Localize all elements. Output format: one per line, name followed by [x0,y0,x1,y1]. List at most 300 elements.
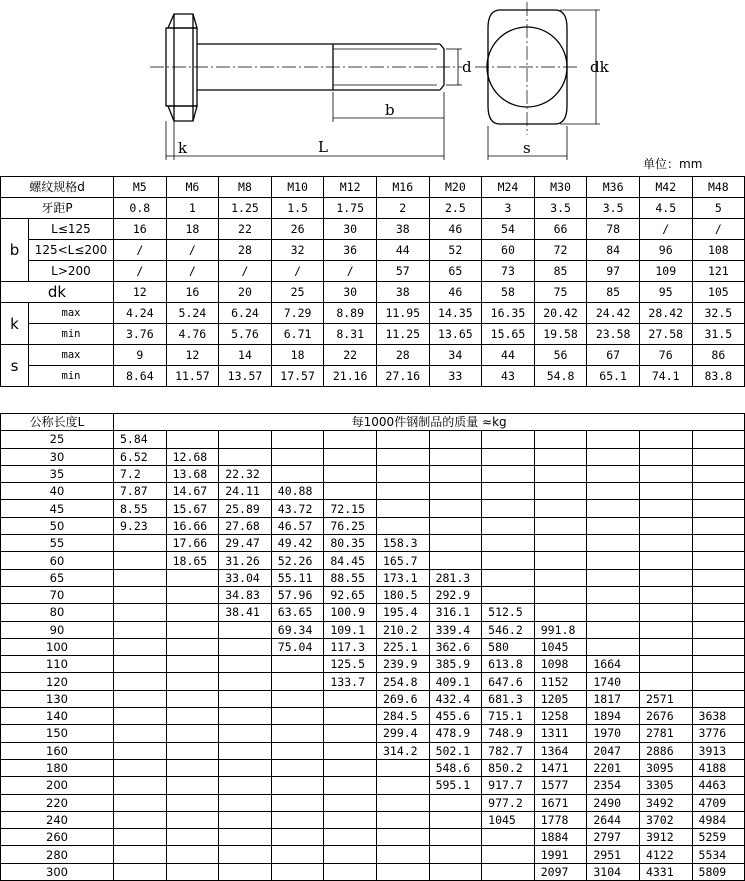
spec-cell: / [114,240,167,261]
mass-cell [376,759,429,776]
mass-cell [166,690,219,707]
mass-row [1,552,745,569]
mass-cell [534,586,587,603]
mass-cell [482,431,535,448]
mass-cell: 3104 [587,863,640,880]
spec-row [1,240,745,261]
mass-cell: 5534 [692,846,745,863]
spec-cell: 95 [639,282,692,303]
mass-row [1,656,745,673]
mass-cell [114,846,167,863]
mass-cell [376,794,429,811]
spec-cell: 67 [587,345,640,366]
mass-cell: 100.9 [324,604,377,621]
spec-cell: 54.8 [534,366,587,387]
mass-cell: 284.5 [376,708,429,725]
mass-cell [166,604,219,621]
mass-cell [219,829,272,846]
spec-cell: 5.76 [219,324,272,345]
mass-cell: 850.2 [482,759,535,776]
mass-cell [324,863,377,880]
mass-cell [324,725,377,742]
mass-cell [429,794,482,811]
mass-cell [429,500,482,517]
size-header: M42 [639,177,692,198]
mass-cell [219,725,272,742]
mass-cell [324,448,377,465]
mass-cell: 49.42 [271,535,324,552]
dk-label: dk [1,282,114,303]
mass-cell: 1364 [534,742,587,759]
mass-cell [429,431,482,448]
mass-cell [587,448,640,465]
mass-cell [114,742,167,759]
length-cell: 25 [1,431,114,448]
mass-cell: 1098 [534,656,587,673]
spec-cell: 73 [482,261,535,282]
mass-cell: 2797 [587,829,640,846]
mass-row [1,829,745,846]
mass-cell [324,759,377,776]
mass-cell: 2644 [587,811,640,828]
spec-cell: 6.71 [271,324,324,345]
s-sub-label: max [29,345,114,366]
mass-cell: 2781 [639,725,692,742]
mass-cell [166,621,219,638]
spec-cell: 27.58 [639,324,692,345]
mass-cell [219,811,272,828]
mass-cell [587,500,640,517]
mass-cell: 1671 [534,794,587,811]
mass-cell [114,535,167,552]
spec-cell: 11.25 [376,324,429,345]
mass-cell [376,846,429,863]
mass-row [1,621,745,638]
mass-cell [219,708,272,725]
spec-cell: 84 [587,240,640,261]
mass-cell: 165.7 [376,552,429,569]
mass-cell [587,517,640,534]
mass-cell [271,811,324,828]
mass-cell: 1740 [587,673,640,690]
spec-cell: 30 [324,282,377,303]
mass-cell [219,777,272,794]
size-header: M12 [324,177,377,198]
mass-cell [692,431,745,448]
mass-row [1,725,745,742]
mass-row [1,569,745,586]
length-cell: 50 [1,517,114,534]
spec-cell: 13.65 [429,324,482,345]
mass-cell [219,846,272,863]
mass-cell: 3913 [692,742,745,759]
spec-cell: 22 [324,345,377,366]
mass-cell [482,569,535,586]
mass-cell: 69.34 [271,621,324,638]
mass-cell: 3776 [692,725,745,742]
mass-cell: 40.88 [271,483,324,500]
mass-cell: 18.65 [166,552,219,569]
mass-cell [692,517,745,534]
spec-cell: 52 [429,240,482,261]
spec-cell: / [639,219,692,240]
spec-cell: / [324,261,377,282]
spec-cell: 11.95 [376,303,429,324]
spec-cell: 44 [482,345,535,366]
mass-cell: 1664 [587,656,640,673]
mass-cell: 22.32 [219,465,272,482]
mass-cell: 917.7 [482,777,535,794]
spec-cell: 4.76 [166,324,219,345]
mass-cell: 977.2 [482,794,535,811]
mass-cell [219,638,272,655]
mass-cell [271,690,324,707]
mass-cell: 2951 [587,846,640,863]
mass-cell [271,725,324,742]
spec-cell: 16 [114,219,167,240]
mass-cell [114,811,167,828]
spec-cell: 30 [324,219,377,240]
mass-cell [587,569,640,586]
mass-cell [376,863,429,880]
dim-L-label: L [318,138,328,156]
mass-cell: 409.1 [429,673,482,690]
mass-cell: 16.66 [166,517,219,534]
spec-cell: 4.24 [114,303,167,324]
mass-cell: 80.35 [324,535,377,552]
mass-cell: 502.1 [429,742,482,759]
spec-cell: 38 [376,282,429,303]
mass-cell: 3492 [639,794,692,811]
mass-cell [534,552,587,569]
spec-cell: 38 [376,219,429,240]
mass-cell: 292.9 [429,586,482,603]
mass-cell [271,829,324,846]
length-cell: 120 [1,673,114,690]
mass-cell [376,500,429,517]
thread-size-label: 螺纹规格d [1,177,114,198]
spec-cell: 3.5 [534,198,587,219]
mass-cell: 57.96 [271,586,324,603]
mass-cell [429,811,482,828]
mass-cell [324,431,377,448]
mass-cell: 1991 [534,846,587,863]
mass-cell [692,586,745,603]
mass-cell [692,604,745,621]
spec-cell: 5.24 [166,303,219,324]
mass-cell [324,690,377,707]
spec-cell: 26 [271,219,324,240]
mass-cell [166,829,219,846]
mass-cell [639,656,692,673]
mass-cell: 3638 [692,708,745,725]
mass-cell: 4709 [692,794,745,811]
mass-row [1,759,745,776]
mass-cell [534,465,587,482]
spec-cell: 14 [219,345,272,366]
mass-cell [429,465,482,482]
mass-cell [692,465,745,482]
length-cell: 220 [1,794,114,811]
spec-row [1,324,745,345]
mass-cell [692,621,745,638]
mass-cell [166,846,219,863]
mass-cell: 88.55 [324,569,377,586]
mass-cell: 125.5 [324,656,377,673]
spec-cell: 57 [376,261,429,282]
mass-cell [692,483,745,500]
mass-cell [587,465,640,482]
spec-cell: 24.42 [587,303,640,324]
mass-cell [114,604,167,621]
mass-cell [271,708,324,725]
mass-cell [692,552,745,569]
mass-cell [376,777,429,794]
spec-cell: 75 [534,282,587,303]
mass-cell [166,794,219,811]
mass-cell [429,448,482,465]
mass-cell [639,586,692,603]
mass-cell: 34.83 [219,586,272,603]
mass-cell [166,742,219,759]
mass-cell [114,829,167,846]
mass-cell: 254.8 [376,673,429,690]
k-sub-label: min [29,324,114,345]
mass-cell: 339.4 [429,621,482,638]
mass-cell: 7.2 [114,465,167,482]
spec-cell: 43 [482,366,535,387]
mass-cell [219,794,272,811]
mass-cell [114,638,167,655]
mass-cell [639,621,692,638]
length-cell: 90 [1,621,114,638]
mass-cell [534,483,587,500]
size-header: M30 [534,177,587,198]
mass-cell [114,673,167,690]
mass-cell [166,673,219,690]
mass-cell: 269.6 [376,690,429,707]
mass-cell [166,811,219,828]
mass-cell [692,656,745,673]
mass-row [1,500,745,517]
mass-cell [166,569,219,586]
mass-cell: 46.57 [271,517,324,534]
length-cell: 240 [1,811,114,828]
mass-cell: 7.87 [114,483,167,500]
mass-cell: 1894 [587,708,640,725]
spec-cell: 108 [692,240,745,261]
mass-cell [482,829,535,846]
mass-cell: 1471 [534,759,587,776]
mass-cell: 1045 [534,638,587,655]
spec-cell: 85 [534,261,587,282]
mass-cell: 3305 [639,777,692,794]
length-cell: 65 [1,569,114,586]
mass-cell [482,483,535,500]
spec-cell: / [166,240,219,261]
mass-cell [639,673,692,690]
mass-title: 每1000件钢制品的质量 ≈kg [114,414,745,431]
mass-cell: 117.3 [324,638,377,655]
spec-cell: 44 [376,240,429,261]
mass-cell [587,621,640,638]
mass-cell [639,535,692,552]
mass-cell: 2490 [587,794,640,811]
mass-cell [534,431,587,448]
spec-cell: / [166,261,219,282]
spec-cell: 78 [587,219,640,240]
spec-cell: 105 [692,282,745,303]
spec-cell: 21.16 [324,366,377,387]
mass-cell: 17.66 [166,535,219,552]
mass-cell [639,552,692,569]
mass-cell: 8.55 [114,500,167,517]
spec-cell: 28 [376,345,429,366]
mass-cell: 5.84 [114,431,167,448]
mass-cell [271,742,324,759]
mass-cell: 92.65 [324,586,377,603]
mass-cell: 2201 [587,759,640,776]
mass-cell [587,586,640,603]
mass-cell [219,742,272,759]
spec-cell: 12 [166,345,219,366]
mass-cell: 195.4 [376,604,429,621]
mass-cell [639,638,692,655]
spec-cell: 6.24 [219,303,272,324]
mass-cell: 4331 [639,863,692,880]
mass-cell [166,638,219,655]
mass-cell [376,448,429,465]
unit-label: 单位：mm [643,157,703,171]
length-cell: 35 [1,465,114,482]
mass-cell: 782.7 [482,742,535,759]
mass-cell: 33.04 [219,569,272,586]
spec-cell: 3 [482,198,535,219]
spec-cell: 2.5 [429,198,482,219]
dim-d-label: d [462,58,472,76]
mass-cell: 2571 [639,690,692,707]
mass-cell [166,708,219,725]
mass-cell: 4188 [692,759,745,776]
mass-cell [376,465,429,482]
mass-row [1,483,745,500]
size-header: M16 [376,177,429,198]
mass-table [0,413,745,881]
mass-cell [482,846,535,863]
mass-cell [639,448,692,465]
mass-cell [639,465,692,482]
spec-cell: 96 [639,240,692,261]
bolt-drawing [0,0,745,165]
spec-row [1,345,745,366]
k-label: k [1,303,29,345]
spec-cell: 15.65 [482,324,535,345]
mass-cell [324,846,377,863]
mass-cell: 1311 [534,725,587,742]
mass-row [1,431,745,448]
mass-cell: 281.3 [429,569,482,586]
spec-cell: 65.1 [587,366,640,387]
mass-cell: 1884 [534,829,587,846]
mass-cell [482,517,535,534]
dim-b-label: b [385,101,395,119]
mass-cell [114,725,167,742]
spec-cell: 13.57 [219,366,272,387]
mass-cell: 173.1 [376,569,429,586]
size-header: M6 [166,177,219,198]
mass-cell [587,483,640,500]
mass-cell: 38.41 [219,604,272,621]
mass-row [1,535,745,552]
mass-cell: 595.1 [429,777,482,794]
spec-cell: 14.35 [429,303,482,324]
mass-cell [219,759,272,776]
spec-cell: 5 [692,198,745,219]
spec-cell: 9 [114,345,167,366]
mass-cell: 715.1 [482,708,535,725]
mass-cell [271,673,324,690]
mass-cell [692,500,745,517]
mass-cell [114,777,167,794]
mass-cell [271,656,324,673]
spec-row [1,303,745,324]
mass-cell [376,517,429,534]
length-cell: 60 [1,552,114,569]
spec-cell: 46 [429,282,482,303]
mass-cell: 109.1 [324,621,377,638]
mass-cell: 991.8 [534,621,587,638]
mass-cell: 512.5 [482,604,535,621]
mass-row [1,863,745,880]
mass-header-row [1,414,745,431]
mass-cell: 5259 [692,829,745,846]
mass-cell [114,794,167,811]
spec-cell: 18 [271,345,324,366]
mass-cell [534,448,587,465]
mass-cell: 4463 [692,777,745,794]
mass-cell: 1778 [534,811,587,828]
mass-cell [114,656,167,673]
mass-cell: 3702 [639,811,692,828]
mass-cell [166,759,219,776]
spec-cell: 23.58 [587,324,640,345]
mass-cell: 748.9 [482,725,535,742]
mass-cell [114,586,167,603]
mass-cell [376,811,429,828]
spec-cell: 33 [429,366,482,387]
mass-cell [429,483,482,500]
mass-cell [639,500,692,517]
spec-row [1,366,745,387]
spec-cell: 17.57 [271,366,324,387]
mass-cell [692,569,745,586]
mass-row [1,673,745,690]
mass-row [1,465,745,482]
mass-cell: 180.5 [376,586,429,603]
spec-cell: 3.5 [587,198,640,219]
mass-cell [587,431,640,448]
mass-cell [639,517,692,534]
mass-cell: 548.6 [429,759,482,776]
size-header: M36 [587,177,640,198]
mass-cell: 613.8 [482,656,535,673]
mass-cell: 75.04 [271,638,324,655]
mass-cell: 580 [482,638,535,655]
mass-cell: 316.1 [429,604,482,621]
k-sub-label: max [29,303,114,324]
mass-cell: 1152 [534,673,587,690]
mass-cell: 1045 [482,811,535,828]
